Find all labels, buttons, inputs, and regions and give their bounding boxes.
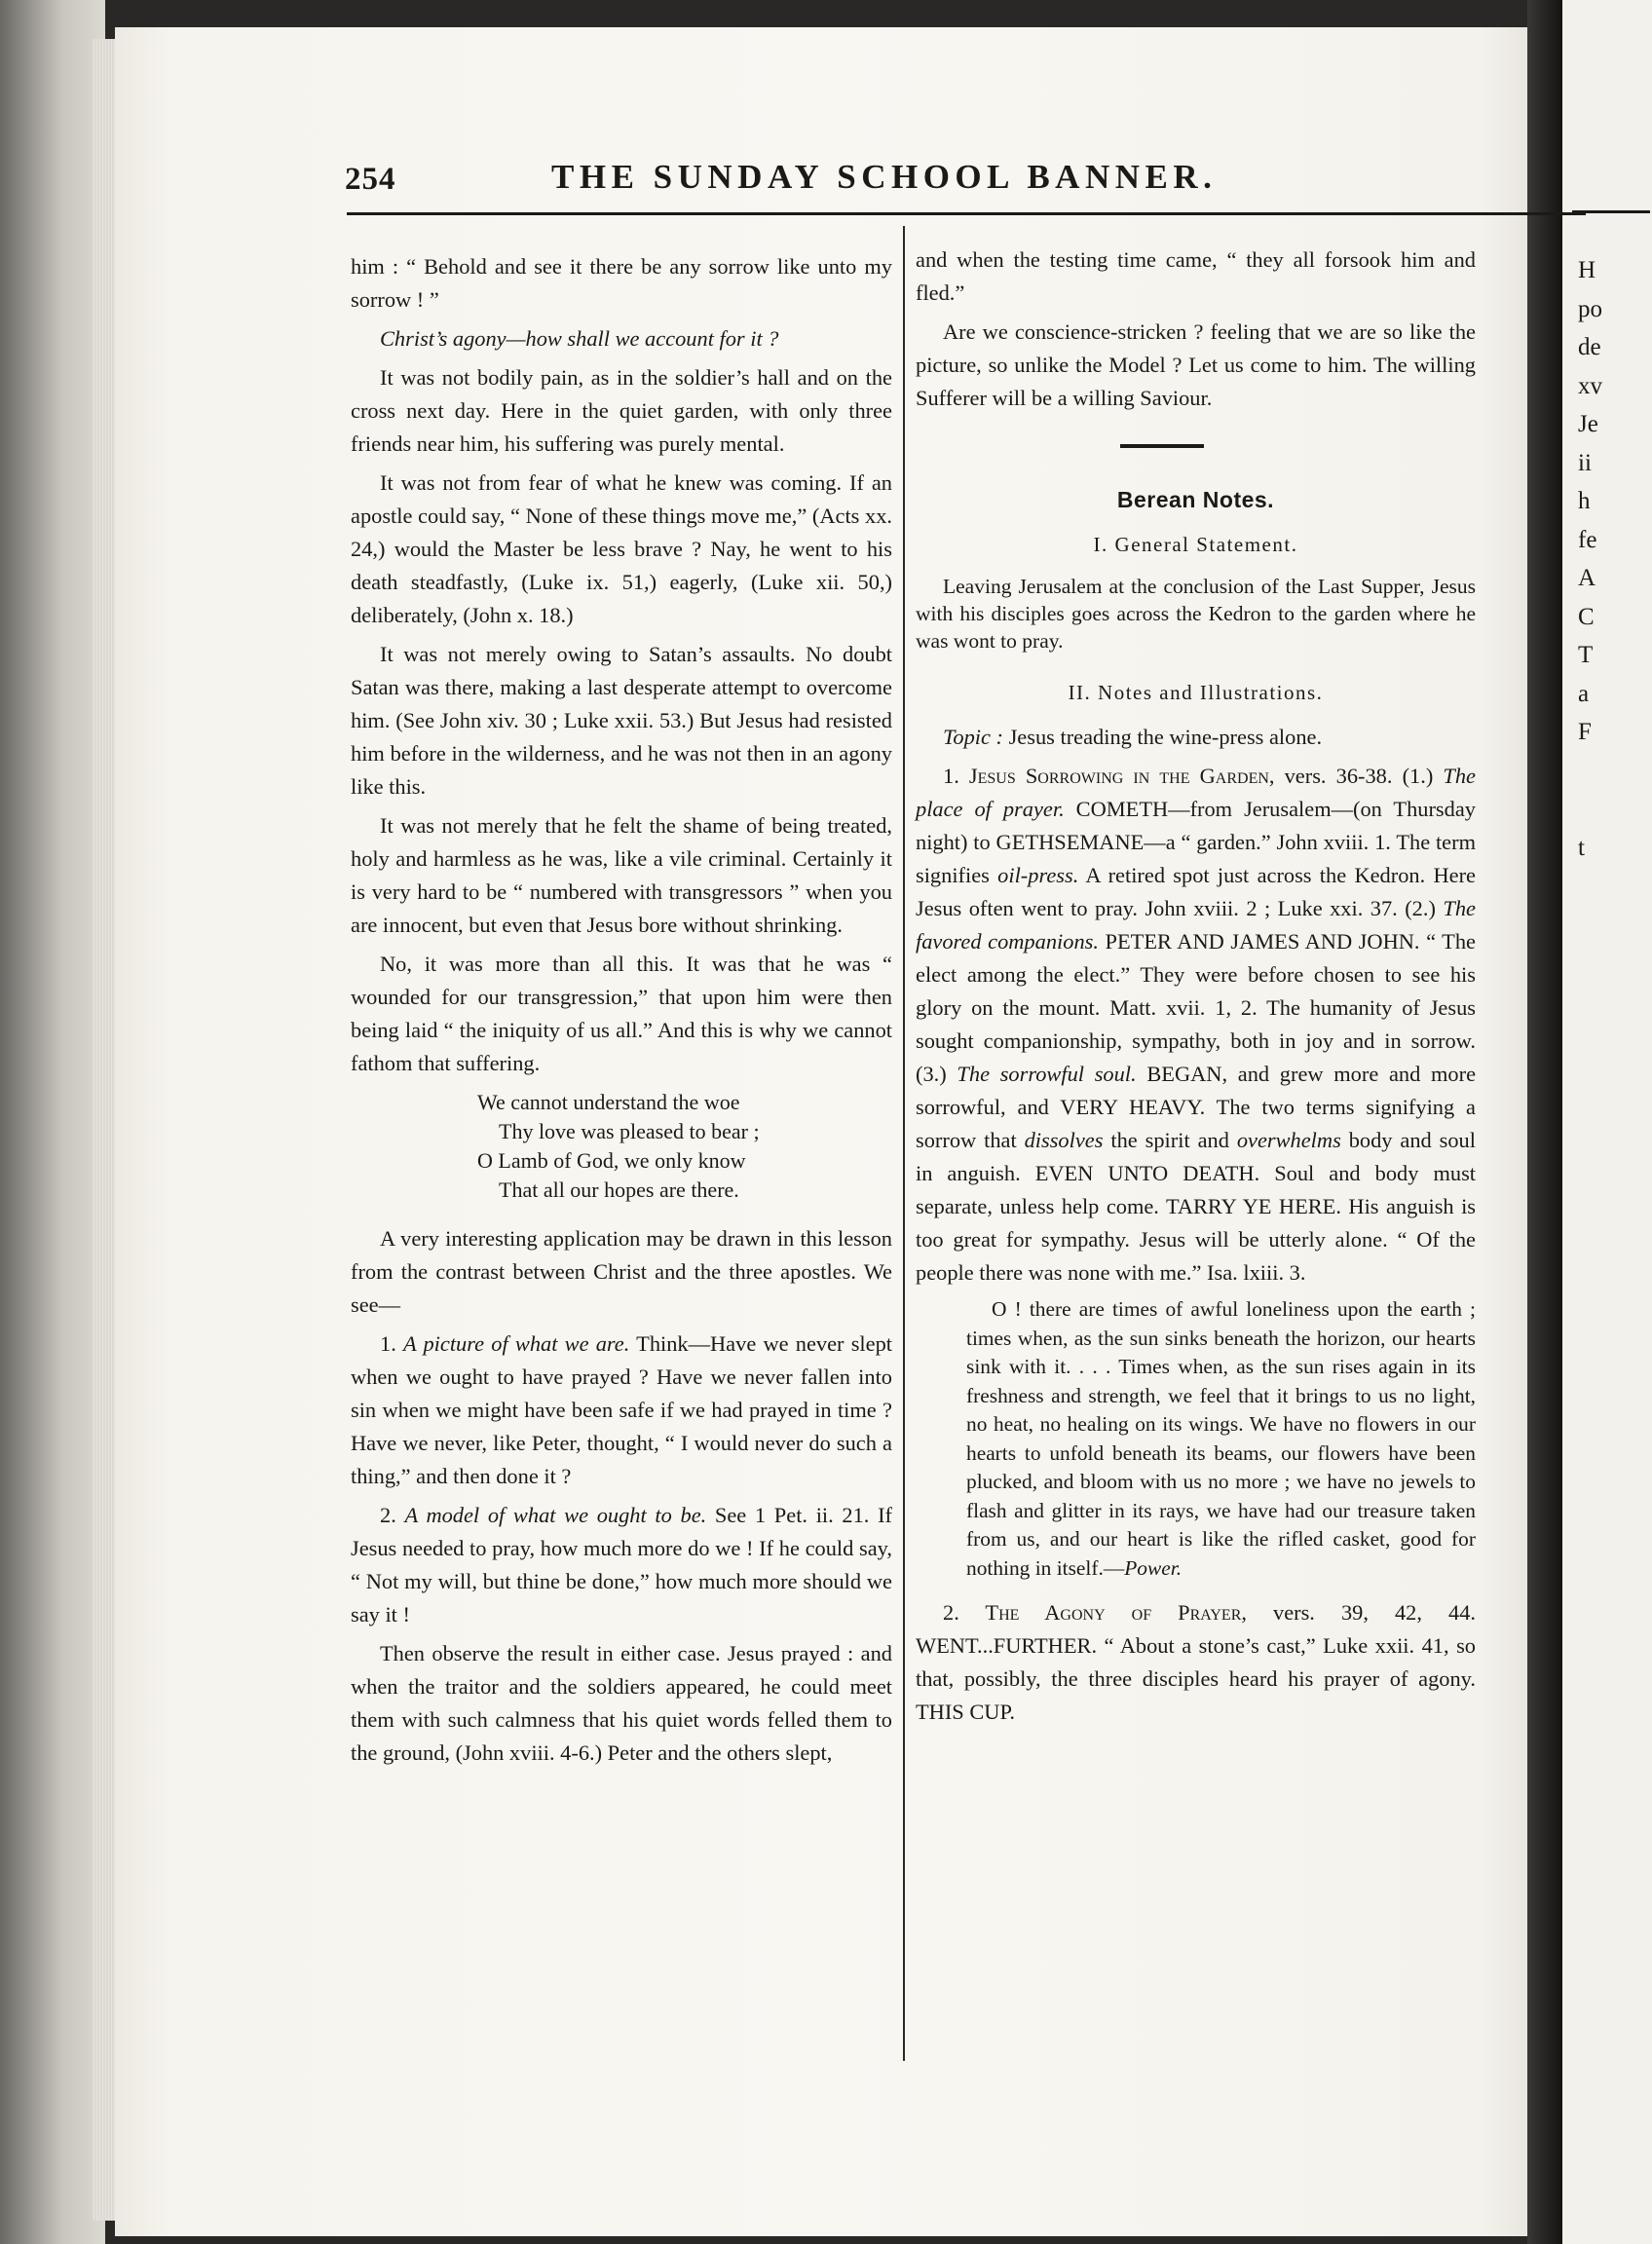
facing-letter <box>1578 752 1602 791</box>
facing-letter: F <box>1578 719 1592 745</box>
paragraph: It was not merely that he felt the shame of being treated, holy and harmless as he was, like a vile criminal. Certainly it is very hard to be “ numbered with transgressors ” when you are innocent, but even that Jesus bore without shrinking. <box>351 813 892 937</box>
italic-phrase: oil-press. <box>997 863 1079 887</box>
facing-letter: A <box>1578 565 1596 591</box>
italic-phrase: A picture of what we are. <box>403 1331 630 1356</box>
facing-letter: po <box>1578 295 1602 322</box>
note-2 <box>916 1596 1476 1729</box>
section-separator <box>1120 444 1204 448</box>
topic-label: Topic : <box>943 725 1003 749</box>
berean-notes-title: Berean Notes. <box>1116 487 1275 512</box>
note-heading: 2. The Agony of Prayer, <box>943 1600 1247 1625</box>
topic-text: Jesus treading the wine-press alone. <box>1003 725 1323 749</box>
paragraph: It was not from fear of what he knew was coming. If an apostle could say, “ None of these things move me,” (Acts xx. 24,) would the Master be less brave ? Nay, he went to his death steadfastly, (Luke ix. 51,) eagerly, (Luke xii. 50,) deliberately, (John x. 18.) <box>351 470 892 627</box>
general-statement: Leaving Jerusalem at the conclusion of the Last Supper, Jesus with his disciples goes across the Kedron to the garden where he was wont to pray. <box>916 575 1476 653</box>
verse-line: Thy love was pleased to bear ; <box>499 1119 760 1143</box>
facing-letter: ii <box>1578 449 1592 476</box>
italic-phrase: overwhelms <box>1236 1128 1341 1152</box>
book-cover-edge <box>0 0 105 2244</box>
paragraph: Are we conscience-stricken ? feeling that we are so like the picture, so unlike the Model ? Let us come to him. The willing Sufferer will be a willing Saviour. <box>916 319 1476 410</box>
note-heading: 1. Jesus Sorrowing in the Garden, <box>943 764 1275 788</box>
facing-letter: h <box>1578 488 1591 514</box>
number: 2. <box>380 1503 405 1527</box>
header-rule <box>347 212 1586 215</box>
text: vers. 39, 42, 44. WENT...FURTHER. “ About a stone’s cast,” Luke xxii. 41, so that, possibly, the three disciples heard his prayer of agony. THIS CUP. <box>916 1600 1476 1724</box>
quote-author: Power. <box>1124 1555 1183 1580</box>
text: PETER AND JAMES AND JOHN. “ The elect among the elect.” They were before chosen to see his glory on the mount. Matt. xvii. 1, 2. The humanity of Jesus sought companionship, sympathy, both in joy and in sorrow. (3.) <box>916 929 1476 1086</box>
page-number: 254 <box>345 162 396 197</box>
italic-phrase: The favored companions. <box>916 896 1476 954</box>
verse-line: We cannot understand the woe <box>477 1090 740 1114</box>
section-heading: Christ’s agony—how shall we account for it ? <box>380 326 779 351</box>
paragraph: It was not merely owing to Satan’s assaults. No doubt Satan was there, making a last desperate attempt to overcome him. (See John xiv. 30 ; Luke xxii. 53.) But Jesus had resisted him before in the wilderness, and he was not then in an agony like this. <box>351 642 892 799</box>
section-heading: II. Notes and Illustrations. <box>1068 681 1324 704</box>
italic-phrase: dissolves <box>1024 1128 1104 1152</box>
facing-letter: fe <box>1578 526 1597 553</box>
paragraph: Then observe the result in either case. Jesus prayed : and when the traitor and the soldiers appeared, he could meet them with such calmness that his quiet words felled them to the ground, (John xviii. 4-6.) Peter and the others slept, <box>351 1641 892 1765</box>
section-heading: I. General Statement. <box>1093 533 1298 556</box>
text: vers. 36-38. (1.) <box>1274 764 1444 788</box>
facing-page-fragment <box>1562 0 1652 2244</box>
paragraph <box>351 1499 892 1631</box>
gutter-shadow <box>1527 0 1562 2244</box>
facing-letter: de <box>1578 334 1601 360</box>
right-column <box>916 243 1476 1735</box>
text: A retired spot just across the Kedron. Here Jesus often went to pray. John xviii. 2 ; Luke xxi. 37. (2.) <box>916 863 1476 920</box>
paragraph <box>351 1328 892 1493</box>
paragraph: him : “ Behold and see it there be any sorrow like unto my sorrow ! ” <box>351 254 892 312</box>
text: the spirit and <box>1103 1128 1237 1152</box>
quote-text: O ! there are times of awful loneliness upon the earth ; times when, as the sun sinks beneath the horizon, our hearts sink with it. . . . Times when, as the sun rises again in its freshness and strength, we feel that it brings to us no light, no heat, no healing on its wings. We have no flowers in our hearts to unfold beneath its beams, our flowers have been plucked, and bloom with us no more ; we have no jewels to flash and glitter in its rays, we have had our treasure taken from us, and our heart is like the rifled casket, good for nothing in itself.— <box>966 1297 1476 1580</box>
italic-phrase: The sorrowful soul. <box>957 1062 1137 1086</box>
facing-letter <box>1578 790 1602 829</box>
note-1 <box>916 760 1476 1290</box>
paragraph: It was not bodily pain, as in the soldier’s hall and on the cross next day. Here in the quiet garden, with only three friends near him, his suffering was purely mental. <box>351 365 892 456</box>
paragraph: No, it was more than all this. It was that he was “ wounded for our transgression,” that upon him were then being laid “ the iniquity of us all.” And this is why we cannot fathom that suffering. <box>351 952 892 1075</box>
paragraph: A very interesting application may be drawn in this lesson from the contrast between Christ and the three apostles. We see— <box>351 1226 892 1317</box>
facing-letter: T <box>1578 642 1594 668</box>
column-divider <box>903 226 905 2061</box>
text: body and soul in anguish. EVEN UNTO DEATH. Soul and body must separate, unless help come. TARRY YE HERE. His anguish is too great for sympathy. Jesus will be utterly alone. “ Of the people there was none with me.” Isa. lxiii. 3. <box>916 1128 1476 1285</box>
left-column <box>351 250 892 1776</box>
facing-letter: Je <box>1578 411 1598 437</box>
verse-line: That all our hopes are there. <box>499 1178 739 1202</box>
italic-phrase: A model of what we ought to be. <box>404 1503 707 1527</box>
number: 1. <box>380 1331 403 1356</box>
verse-line: O Lamb of God, we only know <box>477 1148 746 1173</box>
facing-letter: H <box>1578 257 1596 283</box>
text: COMETH—from Jerusalem—(on Thursday night) to GETHSEMANE—a “ garden.” John xviii. 1. The term signifies <box>916 797 1476 887</box>
running-head: THE SUNDAY SCHOOL BANNER. <box>551 158 1218 196</box>
text: Think—Have we never slept when we ought to have prayed ? Have we never fallen into sin when we might have been safe if we had prayed in time ? Have we never, like Peter, thought, “ I would never do such a thing,” and then done it ? <box>351 1331 892 1488</box>
text: BEGAN, and grew more and more sorrowful, and VERY HEAVY. The two terms signifying a sorrow that <box>916 1062 1477 1152</box>
block-quote <box>966 1295 1476 1583</box>
facing-letter: xv <box>1578 372 1602 399</box>
italic-phrase: The place of prayer. <box>916 764 1476 821</box>
facing-letter: t <box>1578 834 1585 861</box>
facing-letter: a <box>1578 680 1590 707</box>
facing-letter: C <box>1578 603 1595 630</box>
paragraph: and when the testing time came, “ they all forsook him and fled.” <box>916 247 1476 305</box>
hymn-verse <box>351 1088 892 1205</box>
topic-line <box>916 721 1476 754</box>
facing-page-letters <box>1578 251 1602 867</box>
text: See 1 Pet. ii. 21. If Jesus needed to pray, how much more do we ! If he could say, “ Not my will, but thine be done,” how much more should we say it ! <box>351 1503 892 1627</box>
